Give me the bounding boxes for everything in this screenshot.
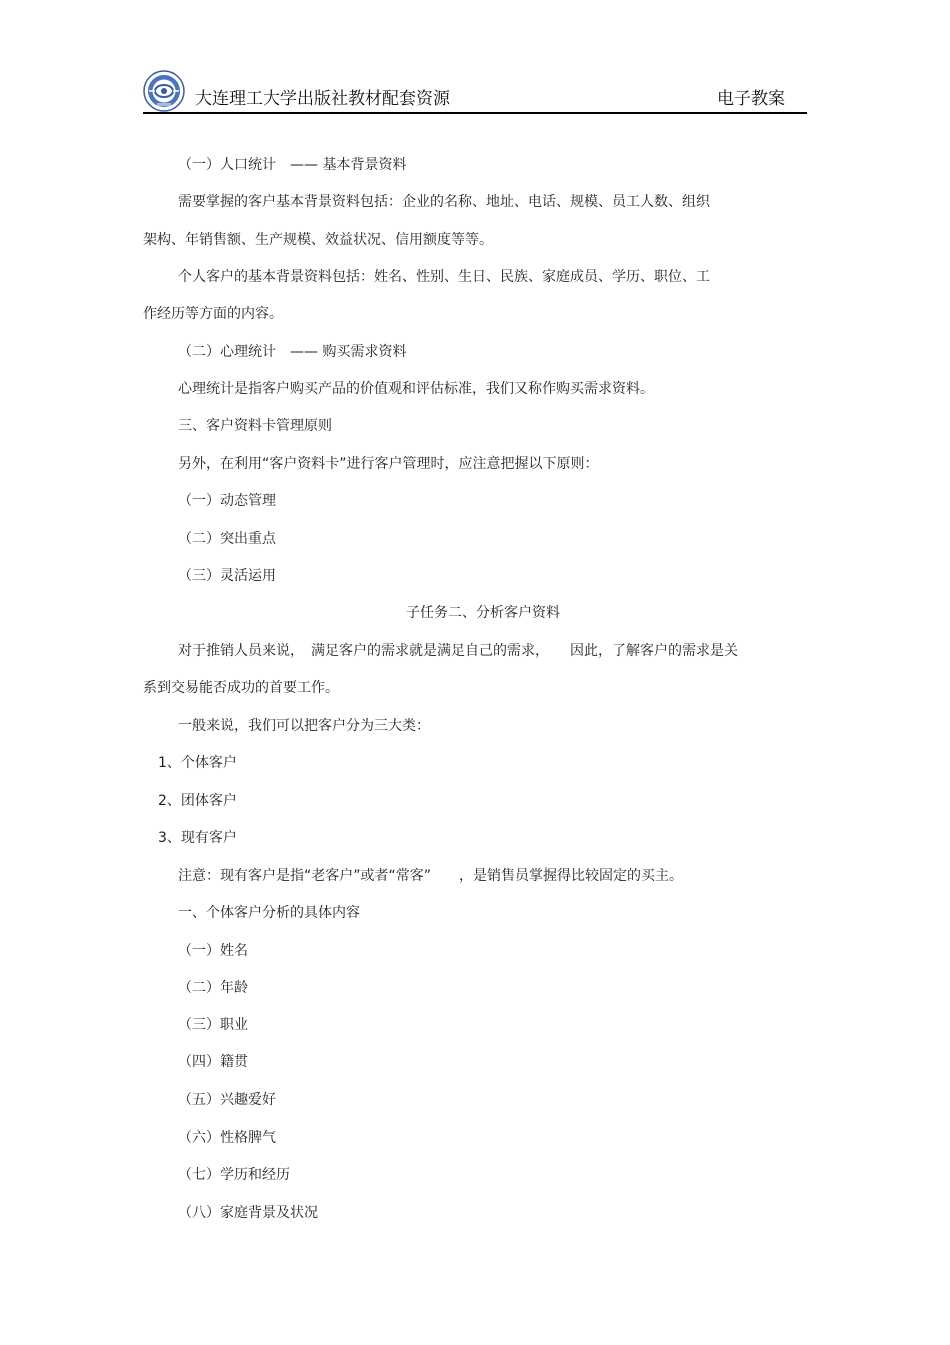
- list-item: （二）突出重点: [178, 531, 276, 547]
- list-item: （三）职业: [178, 1017, 248, 1033]
- list-item: （一）动态管理: [178, 493, 276, 509]
- paragraph-line: 架构、年销售额、生产规模、效益状况、信用额度等等。: [143, 232, 493, 248]
- list-item: 3、现有客户: [158, 830, 237, 846]
- subtask-title: 子任务二、分析客户资料: [406, 605, 560, 621]
- list-item: （三）灵活运用: [178, 568, 276, 584]
- publisher-title: 大连理工大学出版社教材配套资源: [195, 89, 450, 109]
- list-item: 2、团体客户: [158, 793, 237, 809]
- paragraph-line: 个人客户的基本背景资料包括：姓名、性别、生日、民族、家庭成员、学历、职位、工: [178, 269, 710, 285]
- paragraph-line: 作经历等方面的内容。: [143, 306, 283, 322]
- note-line: 注意：现有客户是指“老客户”或者“常客” ，是销售员掌握得比较固定的买主。: [178, 868, 684, 884]
- list-item: 1、个体客户: [158, 755, 237, 771]
- section-heading: 三、客户资料卡管理原则: [178, 418, 332, 434]
- section-heading: （二）心理统计 —— 购买需求资料: [178, 344, 407, 360]
- paragraph-line: 对于推销人员来说， 满足客户的需求就是满足自己的需求， 因此，了解客户的需求是关: [178, 643, 738, 659]
- section-heading: 一、个体客户分析的具体内容: [178, 905, 360, 921]
- list-item: （七）学历和经历: [178, 1167, 290, 1183]
- paragraph-line: 另外，在利用“客户资料卡”进行客户管理时，应注意把握以下原则：: [178, 456, 599, 472]
- paragraph-line: 心理统计是指客户购买产品的价值观和评估标准，我们又称作购买需求资料。: [178, 381, 654, 397]
- list-item: （八）家庭背景及状况: [178, 1205, 318, 1221]
- document-type: 电子教案: [717, 89, 785, 109]
- paragraph-line: 需要掌握的客户基本背景资料包括：企业的名称、地址、电话、规模、员工人数、组织: [178, 194, 710, 210]
- paragraph-line: 系到交易能否成功的首要工作。: [143, 680, 339, 696]
- list-item: （四）籍贯: [178, 1054, 248, 1070]
- section-heading: （一）人口统计 —— 基本背景资料: [178, 157, 407, 173]
- list-item: （六）性格脾气: [178, 1130, 276, 1146]
- list-item: （二）年龄: [178, 980, 248, 996]
- list-item: （五）兴趣爱好: [178, 1092, 276, 1108]
- paragraph-line: 一般来说，我们可以把客户分为三大类：: [178, 718, 430, 734]
- list-item: （一）姓名: [178, 943, 248, 959]
